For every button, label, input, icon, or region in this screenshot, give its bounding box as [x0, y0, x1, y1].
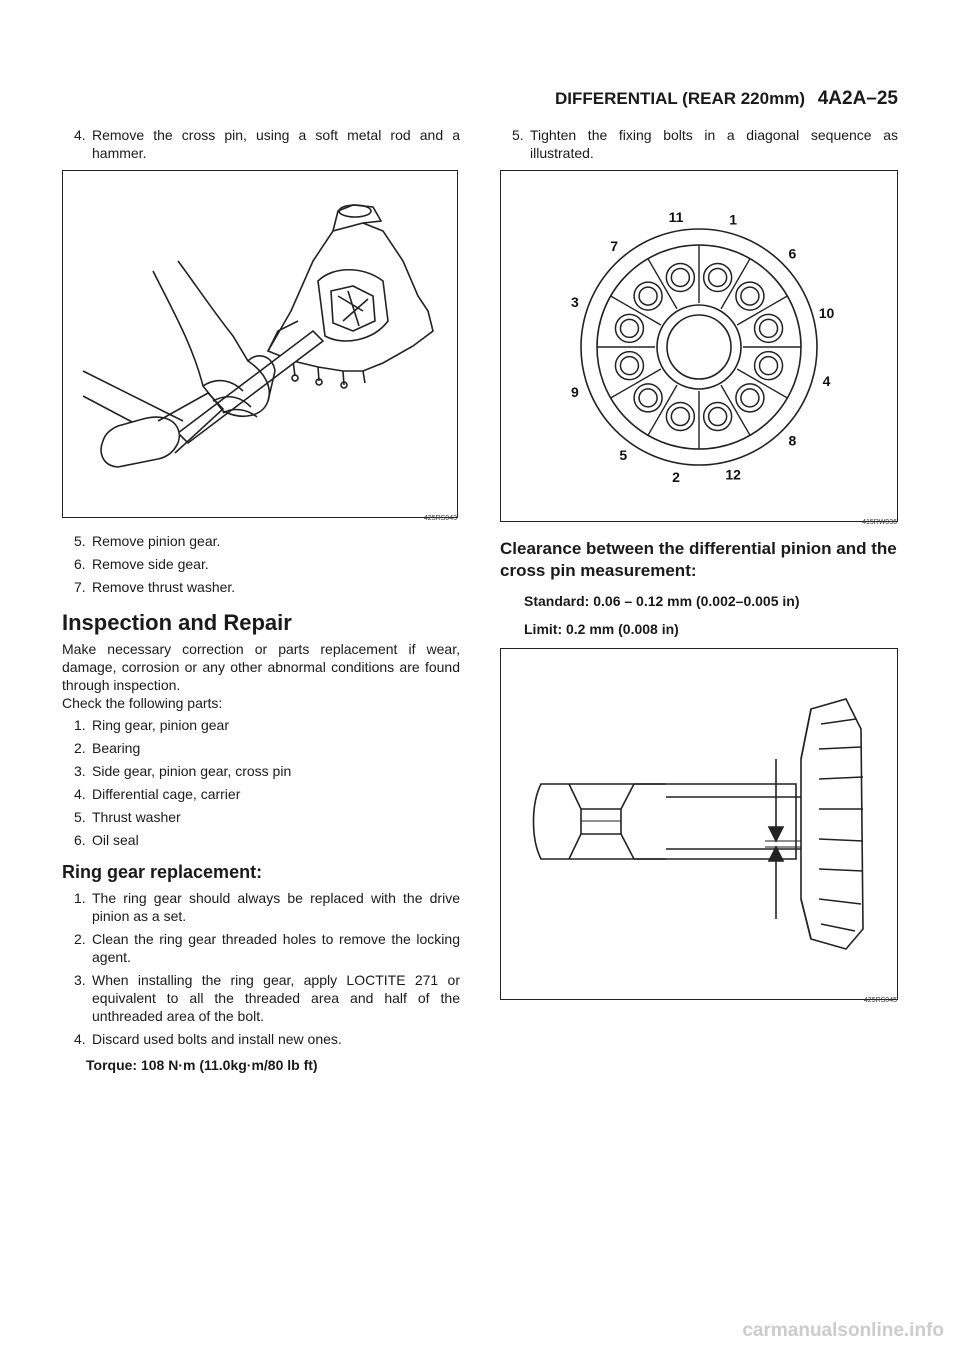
bolt-sequence-number: 5	[619, 447, 628, 464]
bolt-head-inner	[639, 389, 657, 407]
bolt-head-inner	[760, 319, 778, 337]
bolt-head-inner	[671, 268, 689, 286]
step-remove-cross-pin: 4. Remove the cross pin, using a soft metal rod and a hammer.	[74, 127, 460, 161]
list-item: 2. Bearing	[74, 740, 141, 756]
step-remove-pinion-gear: 5. Remove pinion gear.	[74, 533, 221, 549]
bolt-sequence-number: 11	[668, 209, 684, 226]
figure-cross-pin-removal	[62, 170, 458, 522]
list-item: 1. Ring gear, pinion gear	[74, 717, 229, 733]
list-item: 3. Side gear, pinion gear, cross pin	[74, 763, 292, 779]
bolt-sequence-number: 3	[571, 293, 579, 310]
inspection-check-label: Check the following parts:	[62, 695, 223, 711]
step-tighten-bolts: 5. Tighten the fixing bolts in a diagonal sequence as illustrated.	[512, 127, 898, 161]
bolt-head-inner	[760, 357, 778, 375]
figure-id: 415RW036	[862, 519, 897, 526]
figure-id: 425RS043	[423, 515, 457, 522]
bolt-sequence-number: 4	[822, 373, 831, 390]
list-item: 5. Thrust washer	[74, 809, 181, 825]
inspection-intro: Make necessary correction or parts replacement if wear, damage, corrosion or any other abnormal conditions are found through inspection.	[62, 641, 460, 693]
bolt-head-inner	[709, 268, 727, 286]
ring-gear-steps	[62, 889, 460, 1048]
bolt-sequence-number: 9	[571, 384, 579, 401]
inspection-heading: Inspection and Repair	[62, 610, 292, 635]
step-remove-thrust-washer: 7. Remove thrust washer.	[74, 579, 236, 595]
cross-pin-removal-illustration	[63, 171, 457, 517]
list-item: 4. Discard used bolts and install new ones.	[74, 1031, 342, 1047]
torque-spec: Torque: 108 N·m (11.0kg·m/80 lb ft)	[86, 1057, 318, 1073]
list-item: 2. Clean the ring gear threaded holes to remove the locking agent.	[74, 931, 460, 965]
list-item: 1. The ring gear should always be replaced with the drive pinion as a set.	[74, 890, 460, 924]
bolt-head-inner	[709, 408, 727, 426]
figure-id: 425RS045	[863, 997, 897, 1004]
bolt-sequence-number: 12	[725, 466, 741, 483]
bolt-sequence-number: 8	[788, 432, 797, 449]
page-header	[555, 88, 898, 110]
steps-removal	[62, 532, 460, 596]
bolt-head-inner	[620, 357, 638, 375]
bolt-head-inner	[741, 287, 759, 305]
page-code: 4A2A–25	[817, 88, 898, 109]
figure-clearance-measurement	[500, 648, 898, 1004]
bolt-sequence-number: 7	[610, 237, 619, 254]
list-item: 6. Oil seal	[74, 832, 139, 848]
clearance-heading: Clearance between the differential pinion and the cross pin measurement:	[500, 539, 897, 580]
step-remove-side-gear: 6. Remove side gear.	[74, 556, 209, 572]
watermark: carmanualsonline.info	[742, 1320, 944, 1341]
bolt-sequence-illustration	[501, 171, 897, 521]
list-item: 4. Differential cage, carrier	[74, 786, 241, 802]
clearance-limit: Limit: 0.2 mm (0.008 in)	[524, 621, 679, 637]
clearance-standard: Standard: 0.06 – 0.12 mm (0.002–0.005 in)	[524, 593, 800, 609]
list-item: 3. When installing the ring gear, apply LOCTITE 271 or equivalent to all the threaded area and half of the unthreaded area of the bolt.	[74, 972, 460, 1024]
bolt-head-inner	[620, 319, 638, 337]
left-column	[62, 126, 460, 1074]
bolt-sequence-number: 10	[818, 304, 835, 321]
section-title: DIFFERENTIAL (REAR 220mm)	[554, 89, 805, 108]
ring-gear-heading: Ring gear replacement:	[62, 862, 263, 882]
bolt-head-inner	[741, 389, 759, 407]
right-column	[500, 126, 898, 1004]
clearance-illustration	[501, 649, 897, 999]
bolt-head-inner	[671, 408, 689, 426]
inspection-parts-list	[62, 716, 460, 849]
figure-bolt-sequence	[500, 170, 898, 526]
bolt-sequence-number: 2	[672, 468, 680, 485]
bolt-sequence-number: 1	[729, 211, 738, 228]
bolt-head-inner	[639, 287, 657, 305]
bolt-sequence-number: 6	[788, 245, 797, 262]
